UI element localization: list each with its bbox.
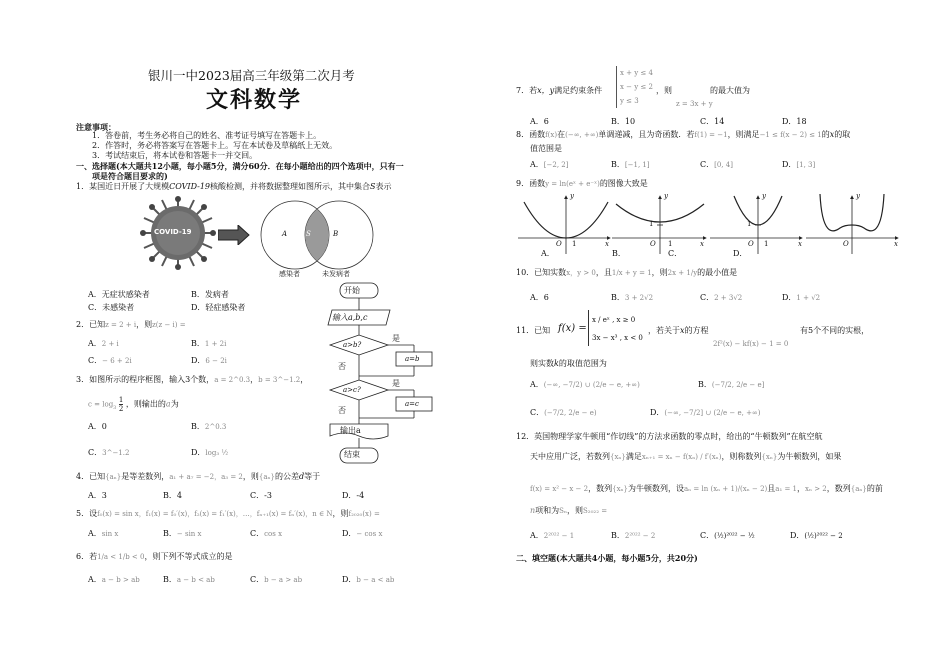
virus-label: COVID-19: [154, 228, 192, 236]
q4-stem: 4．已知{aₙ}是等差数列，a₁ + a₇ = −2，a₃ = 2，则{aₙ}的公差d等于: [76, 472, 321, 481]
q6-option-c: C．b − a > ab: [250, 575, 303, 584]
q11-piecewise: x / eˣ , x ≥ 0 3x − x³ , x < 0: [588, 310, 643, 346]
q9-a-label-y: y: [570, 192, 574, 200]
q9-d-label-y: y: [856, 192, 860, 200]
q2-stem: 2．已知z = 2 + i，则z(z − i) =: [76, 320, 186, 329]
q11-stem: ，若关于x的方程: [648, 326, 709, 335]
virus-image: [140, 196, 216, 270]
q1-option-d: D．轻症感染者: [191, 303, 246, 312]
q2-option-b: B．1 + 2i: [191, 339, 227, 348]
q7-constraints: x + y ≤ 4 x − y ≤ 2 y ≤ 3: [616, 66, 653, 108]
venn-label-a: A: [282, 230, 288, 238]
flow-no1: 否: [338, 362, 346, 371]
q9-c-label-1y: 1: [747, 220, 752, 228]
q4-option-a: A．3: [88, 491, 107, 500]
flow-end: 结束: [344, 450, 360, 459]
q12-option-b: B．2²⁰²² − 2: [611, 531, 656, 540]
q7-option-b: B．10: [611, 117, 636, 126]
q3-option-b: B．2^0.3: [191, 422, 227, 431]
q9-a-label-o: O: [556, 240, 562, 248]
q9-option-d: D．: [733, 249, 748, 258]
flow-cond1: a>b?: [343, 341, 362, 349]
q9-option-b: B．: [612, 249, 626, 258]
q12-option-c: C．(½)²⁰²² − ½: [700, 531, 755, 540]
notes-item-2: 2．作答时，务必将答案写在答题卡上。写在本试卷及草稿纸上无效。: [92, 141, 338, 150]
flowchart: [310, 280, 445, 470]
right-arrow-icon: [218, 225, 250, 245]
q9-stem: 9．函数y = ln(eˣ + e⁻ˣ)的图像大致是: [516, 179, 648, 188]
q5-stem: 5．设f₀(x) = sin x，f₁(x) = f₀′(x)，f₂(x) = f₁′(x)，…，fₙ₊₁(x) = fₙ′(x)，n ∈ N，则f₂₀₂₀(x) =: [76, 509, 380, 518]
q5-option-c: C．cos x: [250, 529, 283, 538]
notes-item-1: 1．答卷前，考生务必将自己的姓名、准考证号填写在答题卡上。: [92, 131, 322, 140]
q9-d-label-x: x: [894, 240, 898, 248]
q9-c-label-x: x: [798, 240, 802, 248]
flow-input: 输入a,b,c: [332, 313, 368, 322]
q7-option-d: D．18: [782, 117, 807, 126]
flow-assign2: a=c: [405, 400, 419, 408]
q12-option-a: A．2²⁰²² − 1: [530, 531, 575, 540]
q10-option-c: C．2 + 3√2: [700, 293, 743, 302]
q9-d-label-o: O: [843, 240, 849, 248]
venn-caption-left: 感染者: [279, 270, 300, 278]
q11-stem-post: 有5个不同的实根，: [800, 326, 870, 335]
q12-line3: f(x) = x² − x − 2，数列{xₙ}为牛顿数列，设aₙ = ln (xₙ + 1)/(xₙ − 2)且a₁ = 1，xₙ > 2，数列{aₙ}的前: [530, 484, 883, 493]
flow-output: 输出a: [340, 426, 361, 435]
flow-cond2: a>c?: [343, 386, 361, 394]
q6-stem: 6．若1/a < 1/b < 0，则下列不等式成立的是: [76, 552, 233, 561]
q12-line4: n项和为Sₙ，则S₂₀₂₂ =: [530, 506, 608, 515]
venn-caption-right: 未发病者: [322, 270, 350, 278]
flow-yes1: 是: [392, 334, 400, 343]
subject-title: 文科数学: [206, 87, 303, 113]
q9-option-a: A．: [541, 249, 555, 258]
q11-option-a: A．(−∞, −7/2) ∪ (2/e − e, +∞): [530, 380, 640, 389]
flow-yes2: 是: [392, 379, 400, 388]
q8-option-c: C．[0, 4]: [700, 160, 733, 169]
q12-line2: 天中应用广泛，若数列{xₙ}满足xₙ₊₁ = xₙ − f(xₙ) / f′(xₙ)，则称数列{xₙ}为牛顿数列，如果: [530, 452, 842, 461]
flow-no2: 否: [338, 406, 346, 415]
q8-option-b: B．[−1, 1]: [611, 160, 650, 169]
q5-option-b: B．− sin x: [163, 529, 202, 538]
q11-option-c: C．(−7/2, 2/e − e): [530, 408, 597, 417]
q10-stem: 10．已知实数x，y > 0，且1/x + y = 1，则2x + 1/y的最小值是: [516, 268, 738, 277]
q5-option-a: A．sin x: [88, 529, 119, 538]
q1-option-c: C．未感染者: [88, 303, 135, 312]
flow-assign1: a=b: [405, 355, 420, 363]
q9-a-label-1: 1: [572, 240, 577, 248]
section1-heading-line2: 项是符合题目要求的): [92, 171, 168, 181]
q11-option-d: D．(−∞, −7/2] ∪ (2/e − e, +∞): [650, 408, 761, 417]
school-title: 银川一中2023届高三年级第二次月考: [148, 68, 355, 83]
q7-option-a: A．6: [530, 117, 549, 126]
q9-c-label-y: y: [762, 192, 766, 200]
q6-option-a: A．a − b > ab: [88, 575, 140, 584]
q2-option-a: A．2 + i: [88, 339, 119, 348]
q7-then: ，则: [656, 86, 672, 95]
q7-post: 的最大值为: [710, 86, 750, 95]
q1-option-b: B．发病者: [191, 290, 229, 299]
q3-stem: 3．如图所示的程序框图，输入3个数，a = 2^0.3，b = 3^−1.2，: [76, 375, 309, 384]
q7-target: z = 3x + y: [676, 100, 713, 108]
q11-equation: 2f²(x) − kf(x) − 1 = 0: [713, 340, 789, 348]
q12-line1: 12．英国物理学家牛顿用“作切线”的方法求函数的零点时，给出的“牛顿数列”在航空航: [516, 432, 823, 441]
q8-stem-line2: 值范围是: [530, 144, 562, 153]
q8-option-d: D．[1, 3]: [782, 160, 816, 169]
q5-option-d: D．− cos x: [342, 529, 383, 538]
q9-a-label-x: x: [605, 240, 609, 248]
q10-option-d: D．1 + √2: [782, 293, 821, 302]
q11-fx: f(x) =: [558, 323, 587, 334]
q4-option-c: C．-3: [250, 491, 272, 500]
q10-option-a: A．6: [530, 293, 549, 302]
q7-stem: 7．若x，y满足约束条件: [516, 86, 603, 95]
q1-stem: 1．某国近日开展了大规模COVID-19核酸检测，并将数据整理如图所示，其中集合S表示: [76, 182, 392, 191]
venn-label-s: S: [306, 230, 311, 238]
q10-option-b: B．3 + 2√2: [611, 293, 654, 302]
q9-c-label-o: O: [748, 240, 754, 248]
q12-option-d: D．(½)²⁰²² − 2: [790, 531, 843, 540]
q6-option-d: D．b − a < ab: [342, 575, 395, 584]
q8-option-a: A．[−2, 2]: [530, 160, 569, 169]
notes-heading: 注意事项：: [76, 122, 116, 132]
q9-b-label-1: 1: [668, 240, 673, 248]
q9-option-c: C．: [668, 249, 683, 258]
q3-option-a: A．0: [88, 422, 107, 431]
q9-b-label-o: O: [650, 240, 656, 248]
q8-stem: 8．函数f(x)在(−∞, +∞)单调递减，且为奇函数．若f(1) = −1，则满足−1 ≤ f(x − 2) ≤ 1的x的取: [516, 130, 851, 139]
q3-option-d: D．log₃ ½: [191, 448, 229, 457]
venn-label-b: B: [333, 230, 339, 238]
q4-option-b: B．4: [163, 491, 182, 500]
q11-stem-line2: 则实数k的取值范围为: [530, 359, 607, 368]
q9-c-label-1: 1: [764, 240, 769, 248]
q11-stem-pre: 11．已知: [516, 326, 551, 335]
q1-option-a: A．无症状感染者: [88, 290, 150, 299]
q7-option-c: C．14: [700, 117, 725, 126]
q9-b-label-y: y: [664, 192, 668, 200]
q3-option-c: C．3^−1.2: [88, 448, 130, 457]
q9-b-label-1y: 1: [649, 220, 654, 228]
q4-option-d: D．-4: [342, 491, 365, 500]
section1-heading-line1: 一、选择题(本大题共12小题，每小题5分，满分60分．在每小题给出的四个选项中，只有一: [76, 161, 404, 171]
q6-option-b: B．a − b < ab: [163, 575, 215, 584]
q3-stem-line2: $c = \log_3$ $\frac{1}{2}$ ，则输出的a为: [88, 396, 179, 413]
q2-option-c: C．− 6 + 2i: [88, 356, 132, 365]
flow-start: 开始: [344, 286, 360, 295]
notes-item-3: 3．考试结束后，将本试卷和答题卡一并交回。: [92, 151, 258, 160]
venn-diagram: [253, 198, 383, 270]
q2-option-d: D．6 − 2i: [191, 356, 227, 365]
q11-option-b: B．(−7/2, 2/e − e]: [698, 380, 765, 389]
q9-b-label-x: x: [700, 240, 704, 248]
section2-heading: 二、填空题(本大题共4小题，每小题5分，共20分): [516, 553, 698, 563]
